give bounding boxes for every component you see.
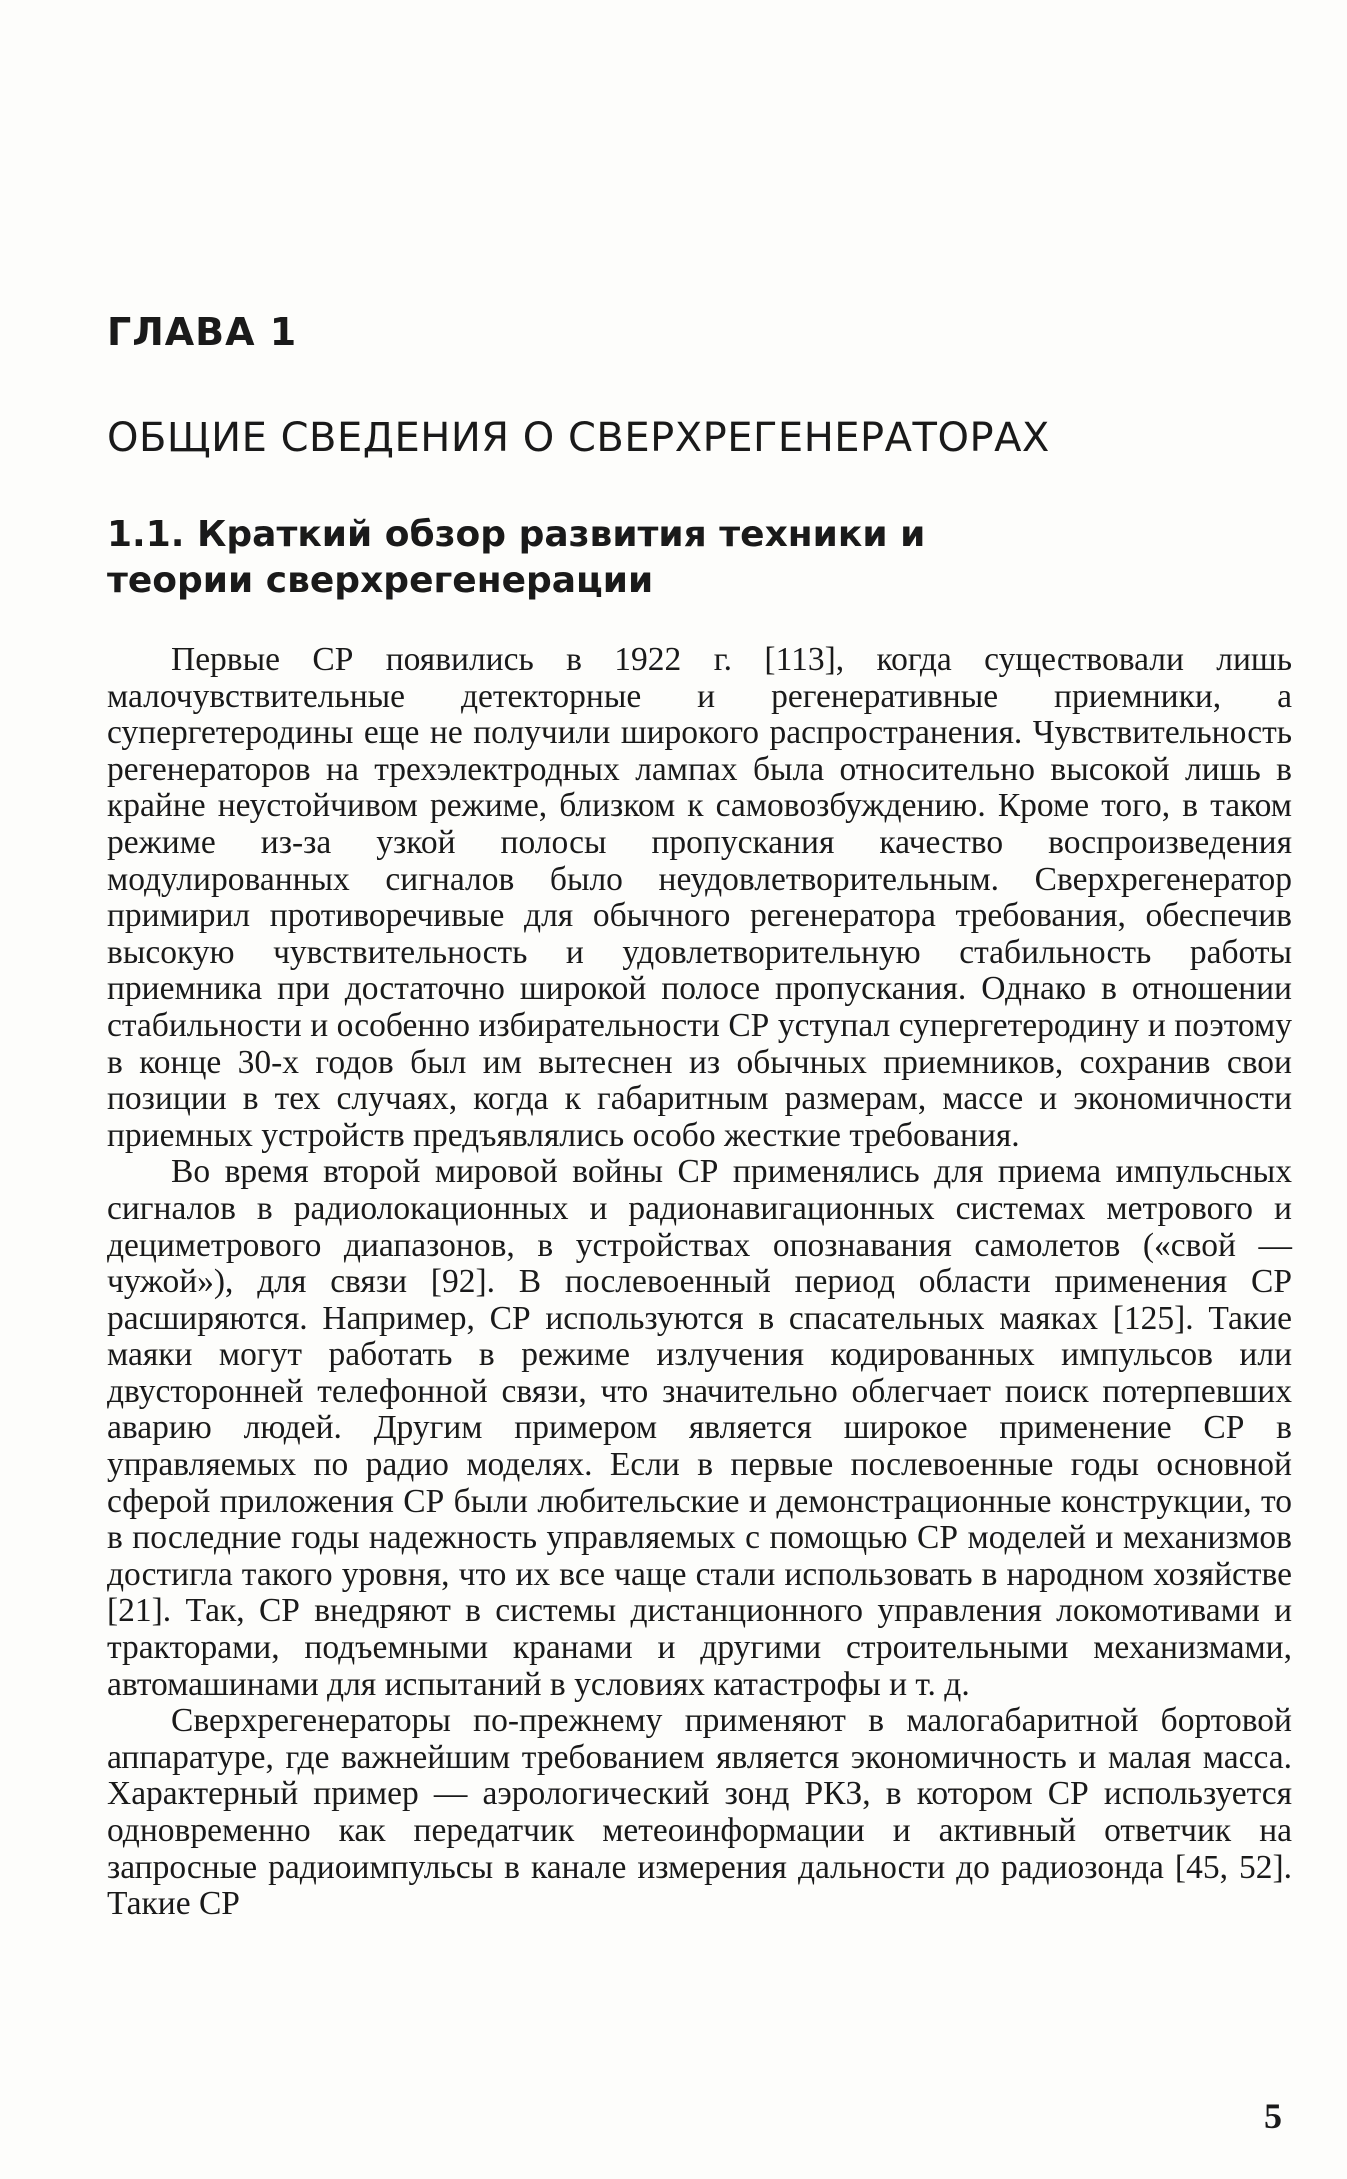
page-number: 5 bbox=[1264, 2096, 1282, 2136]
chapter-title: ОБЩИЕ СВЕДЕНИЯ О СВЕРХРЕГЕНЕРАТОРАХ bbox=[107, 415, 1050, 461]
chapter-label: ГЛАВА 1 bbox=[107, 310, 298, 354]
section-heading: 1.1. Краткий обзор развития техники и теории сверхрегенерации bbox=[107, 514, 926, 601]
paragraph-2: Во время второй мировой войны СР применялись для приема импульсных сигналов в радиолокационных и радионавигационных системах метрового и дециметрового диапазонов, в устройствах опознавания самолетов («свой — чужой»), для связи [92]. В послевоенный период области применения СР расширяются. Например, СР используются в спасательных маяках [125]. Такие маяки могут работать в режиме излучения кодированных импульсов или двусторонней телефонной связи, что значительно облегчает поиск потерпевших аварию людей. Другим примером является широкое применение СР в управляемых по радио моделях. Если в первые послевоенные годы основной сферой приложения СР были любительские и демонстрационные конструкции, то в последние годы надежность управляемых с помощью СР моделей и механизмов достигла такого уровня, что их все чаще стали использовать в народном хозяйстве [21]. Так, СР внедряют в системы дистанционного управления локомотивами и тракторами, подъемными кранами и другими строительными механизмами, автомашинами для испытаний в условиях катастрофы и т. д. bbox=[107, 1153, 1292, 1703]
body-text bbox=[107, 642, 1292, 1923]
paragraph-3: Сверхрегенераторы по-прежнему применяют в малогабаритной бортовой аппаратуре, где важнейшим требованием является экономичность и малая масса. Характерный пример — аэрологический зонд РКЗ, в котором СР используется одновременно как передатчик метеоинформации и активный ответчик на запросные радиоимпульсы в канале измерения дальности до радиозонда [45, 52]. Такие СР bbox=[107, 1702, 1292, 1923]
paragraph-1: Первые СР появились в 1922 г. [113], когда существовали лишь малочувствительные детекторные и регенеративные приемники, а супергетеродины еще не получили широкого распространения. Чувствительность регенераторов на трехэлектродных лампах была относительно высокой лишь в крайне неустойчивом режиме, близком к самовозбуждению. Кроме того, в таком режиме из-за узкой полосы пропускания качество воспроизведения модулированных сигналов было неудовлетворительным. Сверхрегенератор примирил противоречивые для обычного регенератора требования, обеспечив высокую чувствительность и удовлетворительную стабильность работы приемника при достаточно широкой полосе пропускания. Однако в отношении стабильности и особенно избирательности СР уступал супергетеродину и поэтому в конце 30-х годов был им вытеснен из обычных приемников, сохранив свои позиции в тех случаях, когда к габаритным размерам, массе и экономичности приемных устройств предъявлялись особо жесткие требования. bbox=[107, 641, 1292, 1154]
